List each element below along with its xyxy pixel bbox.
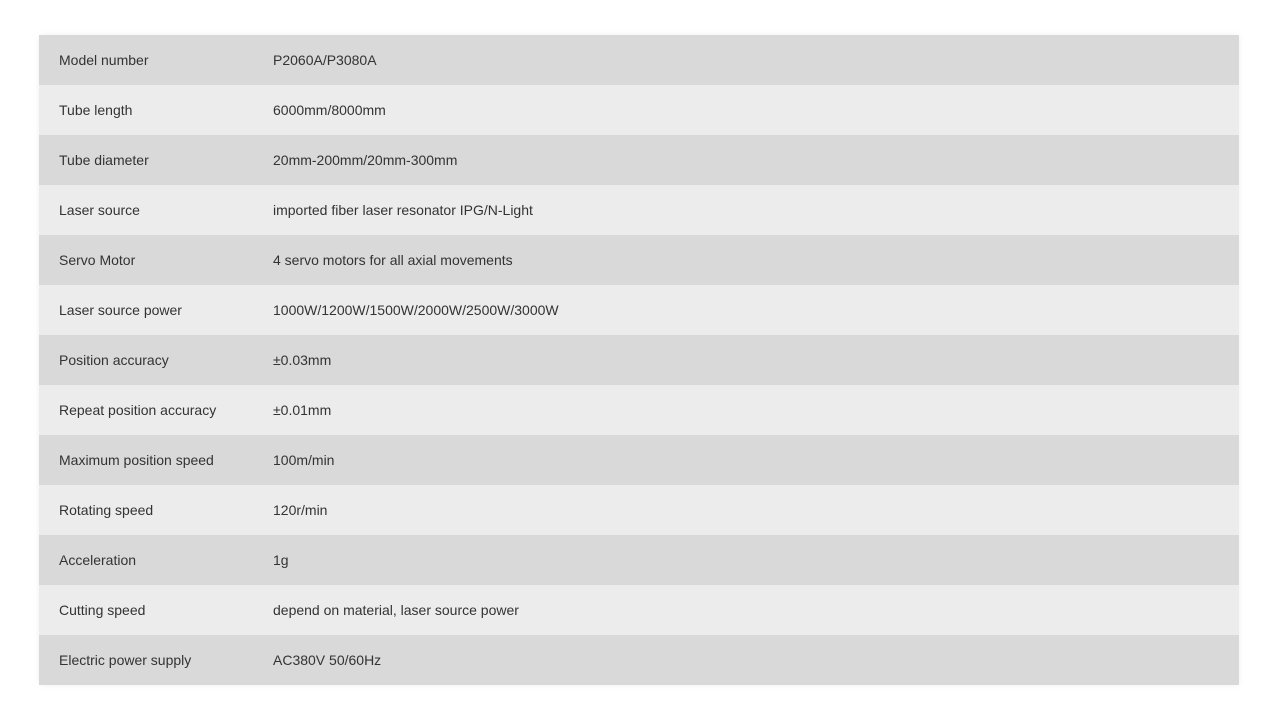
spec-value: 20mm-200mm/20mm-300mm bbox=[273, 152, 458, 168]
table-row bbox=[39, 235, 1239, 285]
table-row bbox=[39, 485, 1239, 535]
spec-value: 4 servo motors for all axial movements bbox=[273, 252, 513, 268]
table-row bbox=[39, 285, 1239, 335]
spec-label: Cutting speed bbox=[59, 602, 146, 618]
spec-value: 6000mm/8000mm bbox=[273, 102, 386, 118]
spec-value: P2060A/P3080A bbox=[273, 52, 377, 68]
table-row bbox=[39, 535, 1239, 585]
spec-value: 100m/min bbox=[273, 452, 335, 468]
spec-label: Servo Motor bbox=[59, 252, 136, 268]
spec-value: 1g bbox=[273, 552, 289, 568]
spec-value: 120r/min bbox=[273, 502, 328, 518]
spec-value: depend on material, laser source power bbox=[273, 602, 519, 618]
table-row bbox=[39, 135, 1239, 185]
spec-value: ±0.01mm bbox=[273, 402, 332, 418]
spec-label: Laser source bbox=[59, 202, 140, 218]
specification-table-body bbox=[39, 35, 1239, 685]
spec-label: Tube length bbox=[59, 102, 133, 118]
specification-table bbox=[39, 35, 1239, 685]
table-row bbox=[39, 335, 1239, 385]
table-row bbox=[39, 85, 1239, 135]
spec-label: Repeat position accuracy bbox=[59, 402, 217, 418]
table-row bbox=[39, 35, 1239, 85]
spec-label: Rotating speed bbox=[59, 502, 154, 518]
spec-value: 1000W/1200W/1500W/2000W/2500W/3000W bbox=[273, 302, 559, 318]
spec-label: Model number bbox=[59, 52, 149, 68]
spec-label: Tube diameter bbox=[59, 152, 149, 168]
spec-value: AC380V 50/60Hz bbox=[273, 652, 382, 668]
spec-label: Electric power supply bbox=[59, 652, 192, 668]
spec-value: ±0.03mm bbox=[273, 352, 332, 368]
table-row bbox=[39, 435, 1239, 485]
table-row bbox=[39, 385, 1239, 435]
spec-label: Maximum position speed bbox=[59, 452, 214, 468]
spec-value: imported fiber laser resonator IPG/N-Light bbox=[273, 202, 533, 218]
table-row bbox=[39, 185, 1239, 235]
table-row bbox=[39, 585, 1239, 635]
spec-label: Position accuracy bbox=[59, 352, 169, 368]
spec-label: Acceleration bbox=[59, 552, 137, 568]
spec-label: Laser source power bbox=[59, 302, 182, 318]
table-row bbox=[39, 635, 1239, 685]
